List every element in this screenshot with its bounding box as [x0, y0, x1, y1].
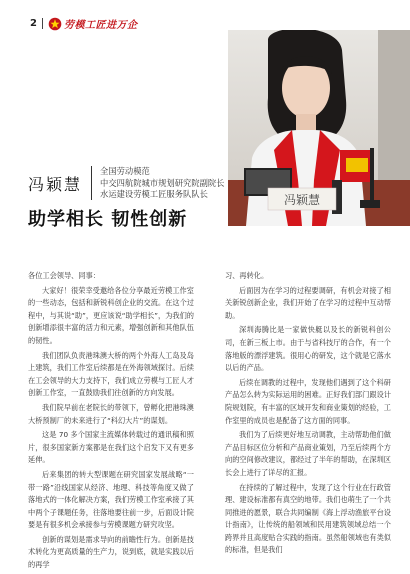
salutation: 各位工会领导、同事： [28, 271, 100, 280]
paragraph: 后续在调教的过程中，发现他们遇到了这个科研产品怎么转为实际运用的困难。正好我们部门跟设计院规划院，有丰富的区域开发和商业策划的经验，工作室里的成员也是配备了这方面的同事。 [225, 377, 391, 425]
page-header [30, 14, 137, 32]
paragraph: 在持续的了解过程中，发现了这个行业在行政管理、建设标准都有真空的地带。我们也萌生了一个共同推进的愿景，联合共同编制《海上浮动渔旅平台设计指南》，让传统的船领域和民用建筑领域总结一个跨界并且高度贴合实践的指南。虽然船领域也有类似的标准，但是我们 [225, 482, 391, 555]
paragraph: 后面因为在学习的过程要调研，有机会对接了相关新锐创新企业，我们开始了在学习的过程中互动帮助。 [225, 285, 391, 320]
body-column-right [225, 270, 391, 559]
page-number: 2 [30, 17, 37, 29]
name-divider [91, 166, 92, 200]
article-headline: 助学相长 韧性创新 [28, 209, 188, 230]
nameplate-text: 冯颖慧 [283, 193, 321, 207]
paragraph: 后来集团的转大型课题在研究国家发展战略“一带一路”沿线国家从经济、地理、科技等角度又做了落地式的一体化解决方案，我们劳模工作室承接了其中两个子课题任务，往落地要往前一步，后面设计院要是有很多机会承接参与劳模课题方研究攻坚。 [28, 469, 194, 530]
paragraph: 深圳海腾比是一家做快艇以及长的新锐科创公司，在新三板上市。由于与省科技厅的合作，有一个落地版的漂浮建筑。很用心的研发，这个就是它落水以后的产品。 [225, 325, 391, 373]
section-logo [48, 16, 138, 31]
header-divider [42, 18, 43, 29]
section-title: 劳模工匠进万企 [63, 19, 138, 31]
title-line: 全国劳动模范 [100, 166, 150, 176]
body-column-left [28, 270, 194, 574]
title-line: 水运建设劳模工匠服务队队长 [100, 189, 208, 199]
title-line: 中交四航院城市规划研究院副院长 [100, 177, 225, 188]
paragraph: 习、再转化。 [225, 271, 269, 280]
paragraph: 这是 70 多个国家主流媒体转载过的通讯稿和照片，很多国家新方案都是在我们这个启发下又有更多延伸。 [28, 430, 194, 465]
paragraph: 我们院早前在老院长的带领下，曾孵化把港珠澳大桥预制厂的未来进行了“科幻大片”的谋划。 [28, 402, 194, 425]
paragraph: 大家好！很荣幸受邀给各位分享最近劳模工作室的一些动态，包括和新锐科创企业的交流。在这个过程中，与其说“助”，更应该说“助学相长”，为我们的创新增添很丰富的活力和元素，增强创新和其他队伍的韧性。 [28, 285, 194, 345]
person-name: 冯颖慧 [28, 174, 83, 194]
paragraph: 我们为了后续更好地互动调教，主动帮助他们做产品目标区位分析和产品商业策划，乃至后续两个方向的空间修改建议，都经过了半年的帮助，在深圳区长会上进行了详尽的汇报。 [225, 430, 391, 477]
paragraph: 我们团队负责港珠澳大桥的两个外海人工岛及岛上建筑，我们工作室后续都是在外海领域探讨。后续在工会领导的大力支持下，我们成立劳模与工匠人才创新工作室，一直鼓励我们往创新的方向发展。 [28, 350, 194, 398]
star-emblem-icon [48, 16, 62, 30]
paragraph: 创新的谋划是需求导向的前瞻性行为。创新是技术转化为更高质量的生产力，说到底，就是实践以后的再学 [28, 534, 194, 570]
profile-block [28, 166, 224, 201]
speaker-photo [228, 30, 410, 226]
title-list [100, 166, 224, 201]
